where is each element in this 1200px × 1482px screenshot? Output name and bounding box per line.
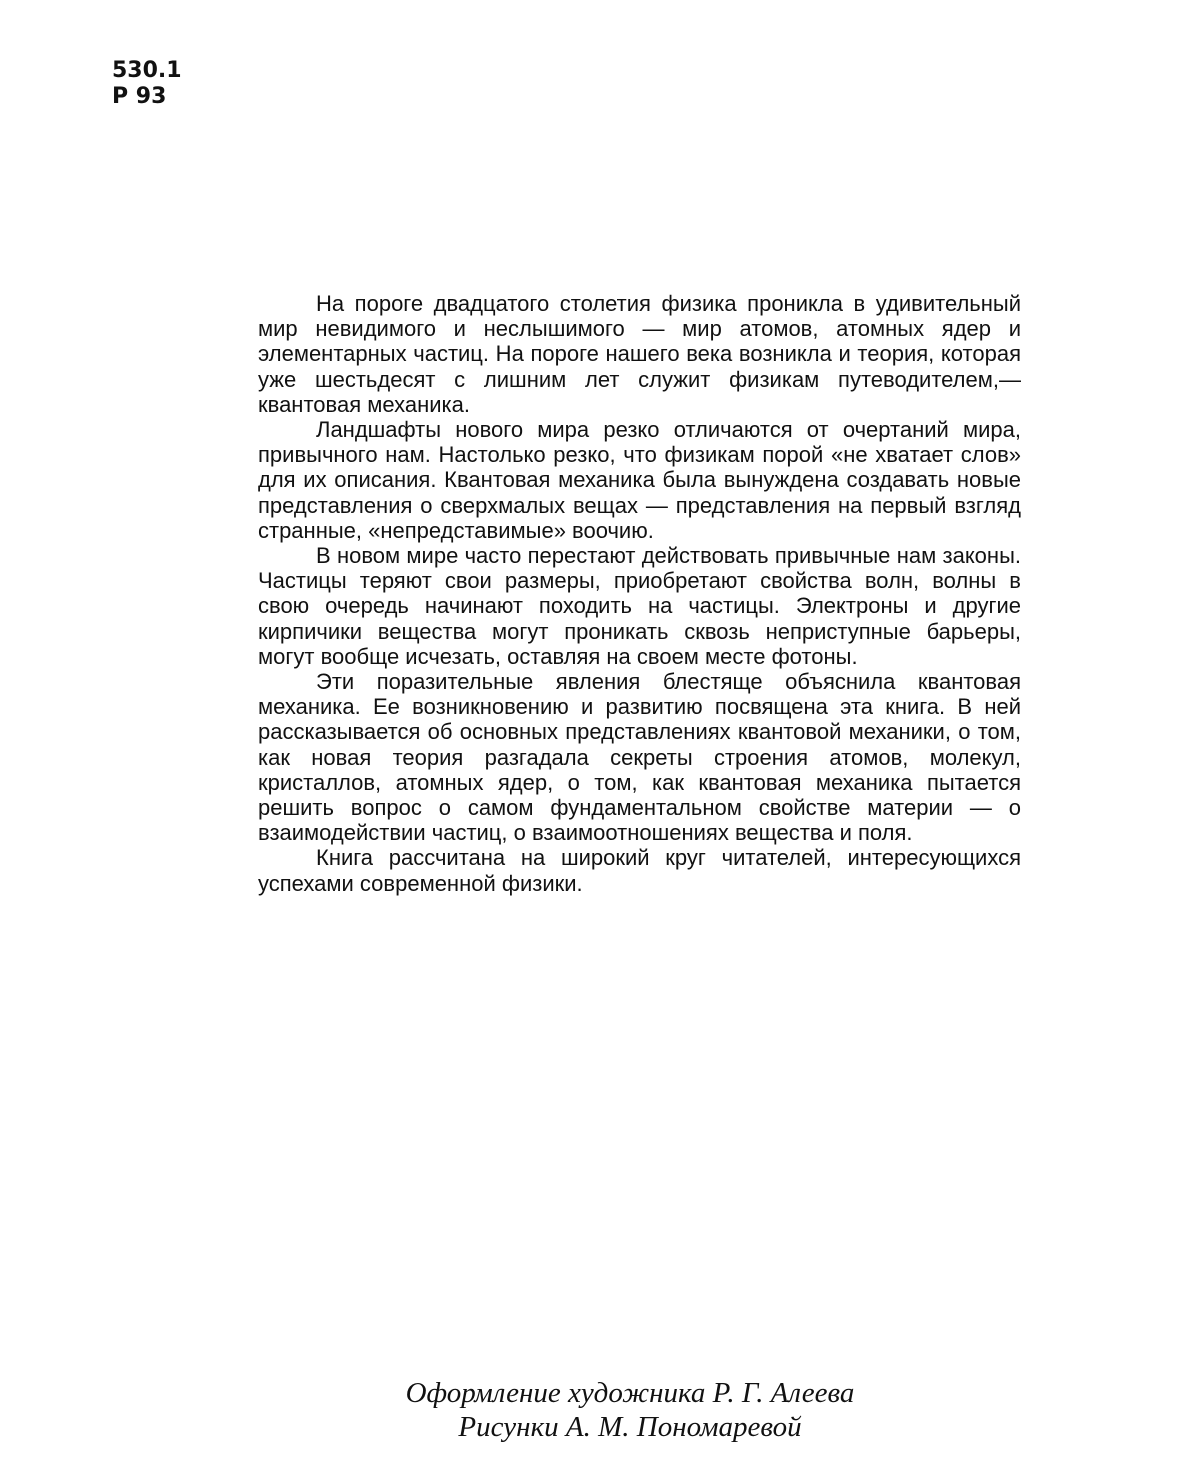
annotation-paragraph: Книга рассчитана на широкий круг читателей, интересующихся успехами современной физики. xyxy=(258,845,1021,896)
credits xyxy=(300,1376,960,1444)
bbk-code: Р 93 xyxy=(112,84,167,109)
illustrations-credit: Рисунки А. М. Пономаревой xyxy=(458,1411,802,1443)
classification-codes xyxy=(112,58,182,110)
annotation-paragraph: На пороге двадцатого столетия физика проникла в удивительный мир невидимого и неслышимого — мир атомов, атомных ядер и элементарных частиц. На пороге нашего века возникла и теория, которая уже шестьдесят с лишним лет служит физикам путеводителем,— квантовая механика. xyxy=(258,291,1021,417)
annotation-paragraph: Ландшафты нового мира резко отличаются от очертаний мира, привычного нам. Настолько резко, что физикам порой «не хватает слов» для их описания. Квантовая механика была вынуждена создавать новые представления о сверхмалых вещах — представления на первый взгляд странные, «непредставимые» воочию. xyxy=(258,417,1021,543)
book-annotation xyxy=(258,291,1021,896)
design-credit: Оформление художника Р. Г. Алеева xyxy=(405,1377,855,1409)
udc-code: 530.1 xyxy=(112,58,182,83)
annotation-paragraph: Эти поразительные явления блестяще объяснила квантовая механика. Ее возникновению и развитию посвящена эта книга. В ней рассказывается об основных представлениях квантовой механики, о том, как новая теория разгадала секреты строения атомов, молекул, кристаллов, атомных ядер, о том, как квантовая механика пытается решить вопрос о самом фундаментальном свойстве материи — о взаимодействии частиц, о взаимоотношениях вещества и поля. xyxy=(258,669,1021,846)
annotation-paragraph: В новом мире часто перестают действовать привычные нам законы. Частицы теряют свои размеры, приобретают свойства волн, волны в свою очередь начинают походить на частицы. Электроны и другие кирпичики вещества могут проникать сквозь неприступные барьеры, могут вообще исчезать, оставляя на своем месте фотоны. xyxy=(258,543,1021,669)
